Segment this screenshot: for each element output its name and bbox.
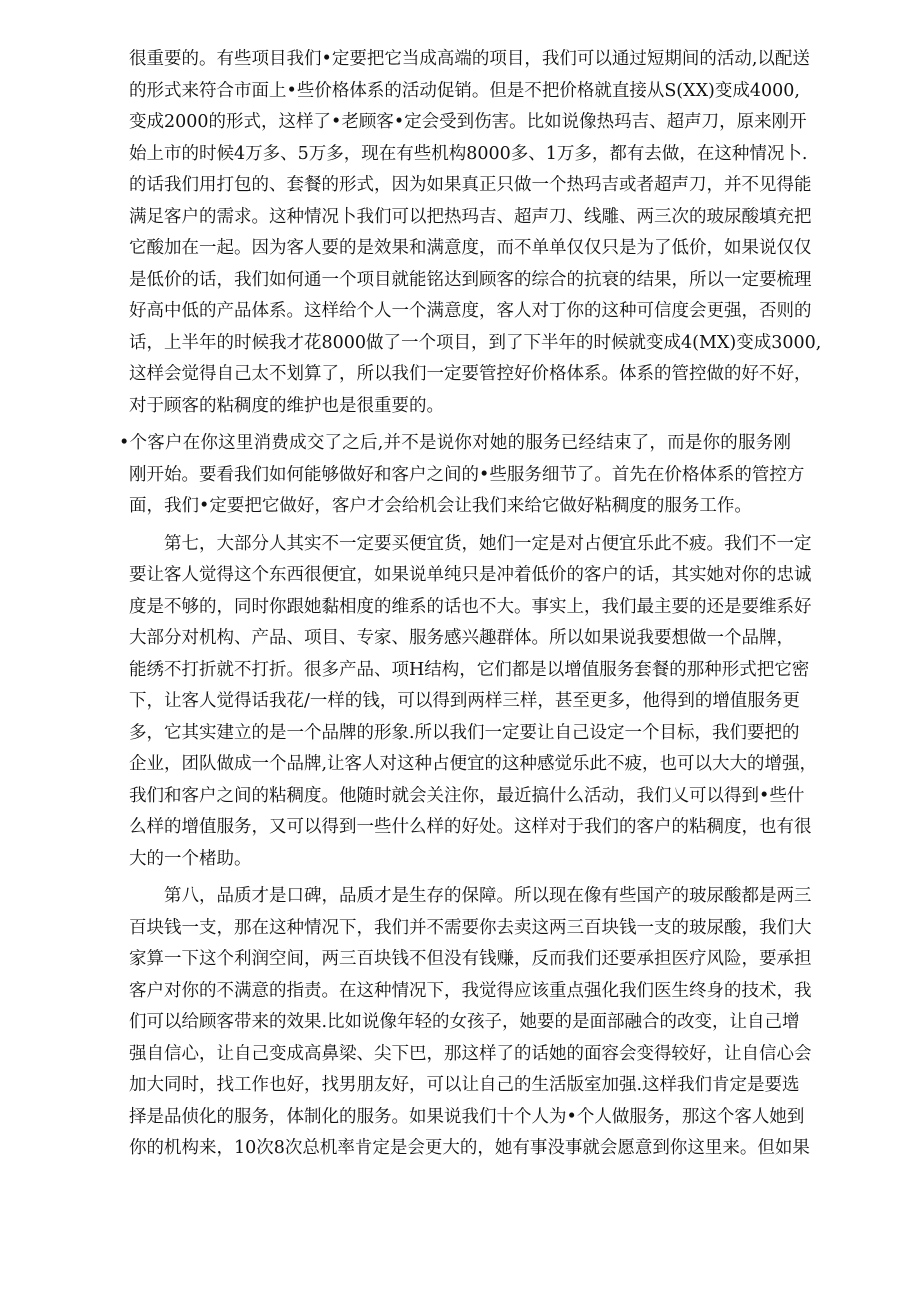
text-line: 始上市的时候4万多、5万多，现在有些机构8000多、1万多，都有去做，在这种情况卜. (129, 143, 808, 164)
text-line: 它酸加在一起。因为客人要的是效果和满意度，而不单单仅仅只是为了低价，如果说仅仅 (129, 238, 812, 258)
text-line: 是低价的话，我们如何通一个项目就能铭达到顾客的综合的抗衰的结果，所以一定要梳理 (129, 269, 812, 290)
text-line: 要让客人觉得这个东西很便宜，如果说单纯只是冲着低价的客户的话，其实她对你的忠诚 (129, 565, 812, 585)
text-line: 们可以给顾客带来的效果.比如说像年轻的女孩子，她要的是面部融合的改变，让自己增 (129, 1012, 800, 1032)
text-line: 变成2000的形式，这样了•老顾客•定会受到伤害。比如说像热玛吉、超声刀，原来刚开 (129, 112, 807, 132)
paragraph-service-start (119, 428, 805, 523)
text-line: 企业，团队做成一个品牌,让客人对这种占便宜的这种感觉乐此不疲，也可以大大的增强， (129, 754, 818, 774)
text-line: 话，上半年的时候我才花8000做了一个项目，到了下半年的时候就变成4(MX)变成3000, (129, 332, 822, 353)
text-line: 第七，大部分人其实不一定要买便宜货，她们一定是对占便宜乐此不疲。我们不一定 (164, 533, 812, 554)
text-line: 度是不够的，同时你跟她黏相度的维系的话也不大。事实上，我们最主要的还是要维系好 (129, 596, 812, 617)
paragraph-seventh-point (129, 529, 818, 876)
text-line: 大部分对机构、产品、项目、专家、服务感兴趣群体。所以如果说我要想做一个品牌， (129, 628, 794, 648)
text-line: 好高中低的产品体系。这样给个人一个满意度，客人对丁你的这种可信度会更强，否则的 (129, 301, 812, 321)
text-line: 第八，品质才是口碑，品质才是生存的保障。所以现在像有些国产的玻尿酸都是两三 (164, 886, 812, 906)
paragraph-price-system (129, 44, 822, 422)
text-line: 的形式来符合市面上•些价格体系的活动促销。但是不把价格就直接从S(XX)变成4000, (129, 80, 800, 101)
text-line: 对于顾客的粘稠度的维护也是很重要的。 (129, 395, 444, 416)
text-line: 择是品侦化的服务，体制化的服务。如果说我们十个人为•个人做服务，那这个客人她到 (129, 1106, 805, 1127)
text-line: 很重要的。有些项目我们•定要把它当成高端的项目，我们可以通过短期间的活动,以配送 (129, 49, 810, 69)
text-line: 么样的增值服务，又可以得到一些什么样的好处。这样对于我们的客户的粘稠度，也有很 (129, 817, 812, 837)
text-line: 下，让客人觉得话我花/一样的钱，可以得到两样三样，甚至更多，他得到的增值服务更 (129, 691, 800, 711)
text-line: 能绣不打折就不打折。很多产品、项H结构，它们都是以增值服务套餐的那种形式把它密 (129, 659, 810, 680)
text-line: 你的机构来，10次8次总机率肯定是会更大的，她有事没事就会愿意到你这里来。但如果 (129, 1138, 810, 1158)
text-line: 的话我们用打包的、套餐的形式，因为如果真正只做一个热玛吉或者超声刀，并不见得能 (129, 175, 812, 195)
text-line: •个客户在你这里消费成交了之后,并不是说你对她的服务已经结束了，而是你的服务刚 (119, 433, 791, 453)
text-line: 强自信心，让自己变成高鼻梁、尖下巴，那这样了的话她的面容会变得较好，让自信心会 (129, 1043, 812, 1064)
text-line: 满足客户的需求。这种情况卜我们可以把热玛吉、超声刀、线雕、两三次的玻尿酸填充把 (129, 206, 812, 227)
document-body (119, 44, 822, 1165)
text-line: 百块钱一支，那在这种情况下，我们并不需要你去卖这两三百块钱一支的玻尿酸，我们大 (129, 917, 812, 938)
text-line: 大的一个楮助。 (129, 848, 252, 869)
text-line: 家算一下这个利润空间，两三百块钱不但没有钱赚，反而我们还要承担医疗风险，要承担 (129, 949, 812, 969)
text-line: 刚开始。要看我们如何能够做好和客户之间的•些服务细节了。首先在价格体系的管控方 (129, 464, 805, 485)
text-line: 多，它其实建立的是一个品牌的形象.所以我们一定要让自己设定一个目标，我们要把的 (129, 722, 800, 743)
text-line: 这样会觉得自己太不划算了，所以我们一定要管控好价格体系。体系的管控做的好不好， (129, 364, 812, 384)
text-line: 面，我们•定要把它做好，客户才会给机会让我们来给它做好粘稠度的服务工作。 (129, 496, 752, 516)
text-line: 客户对你的不满意的指责。在这种情况下，我觉得应该重点强化我们医生终身的技术，我 (129, 980, 812, 1001)
text-line: 加大同时，找工作也好，找男朋友好，可以让自己的生活版室加强.这样我们肯定是要选 (129, 1075, 800, 1095)
text-line: 我们和客户之间的粘稠度。他随时就会关注你，最近搞什么活动，我们乂可以得到•些什 (129, 785, 805, 806)
paragraph-eighth-point (129, 881, 812, 1165)
